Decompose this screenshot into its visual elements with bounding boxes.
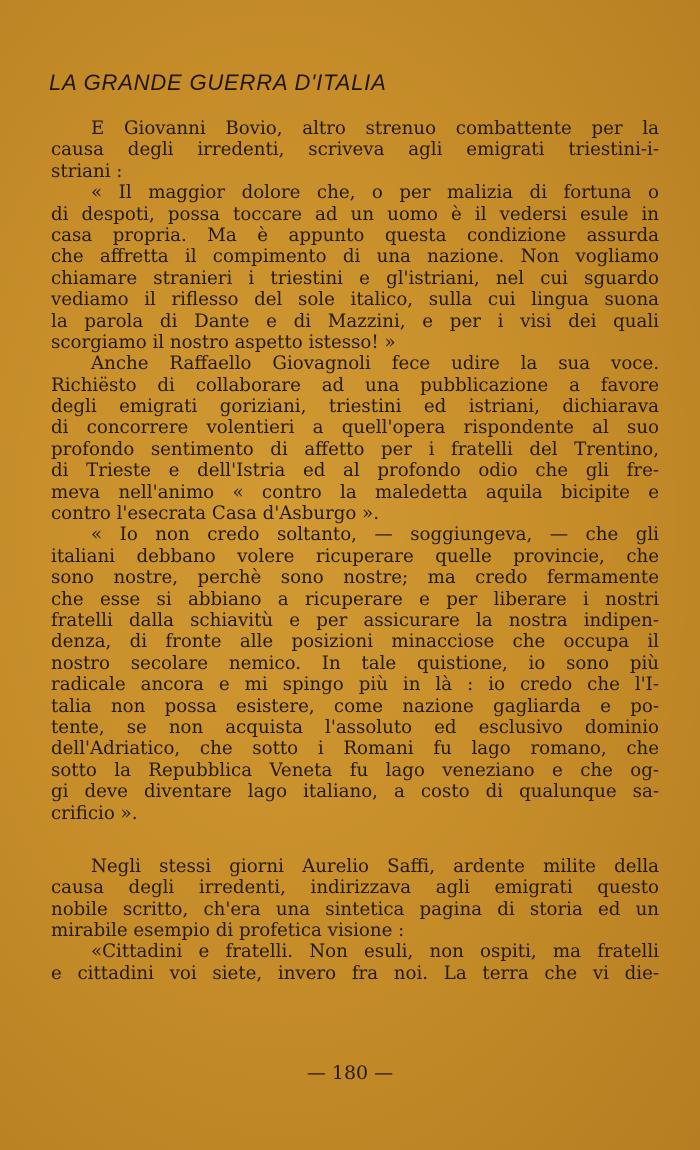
text-line: fratelli dalla schiavitù e per assicurare la nostra indipen-	[51, 609, 659, 631]
text-line: casa propria. Ma è appunto questa condizione assurda	[51, 224, 659, 246]
text-line: gi deve diventare lago italiano, a costo di qualunque sa-	[51, 781, 659, 803]
text-line: la parola di Dante e di Mazzini, e per i visi dei quali	[51, 310, 659, 332]
text-line: Richiësto di collaborare ad una pubblicazione a favore	[51, 374, 659, 396]
text-line: di Trieste e dell'Istria ed al profondo odio che gli fre-	[51, 460, 659, 482]
text-line: degli emigrati goriziani, triestini ed istriani, dichiarava	[51, 396, 659, 418]
text-line: nobile scritto, ch'era una sintetica pagina di storia ed un	[51, 898, 659, 920]
text-line: causa degli irredenti, scriveva agli emigrati triestini-i-	[51, 139, 659, 161]
text-line: italiani debbano volere ricuperare quelle provincie, che	[51, 545, 659, 567]
text-line: striani :	[51, 160, 123, 182]
text-line: crificio ».	[51, 802, 138, 824]
text-line: vediamo il riflesso del sole italico, sulla cui lingua suona	[51, 289, 659, 311]
text-line: Negli stessi giorni Aurelio Saffi, ardente milite della	[91, 855, 659, 877]
text-line: che affretta il compimento di una nazione. Non vogliamo	[51, 246, 659, 268]
text-line: di despoti, possa toccare ad un uomo è il vedersi esule in	[51, 203, 659, 225]
text-line: meva nell'animo « contro la maledetta aquila bicipite e	[51, 481, 659, 503]
text-line: « Io non credo soltanto, — soggiungeva, — che gli	[91, 524, 659, 546]
text-line: radicale ancora e mi spingo più in là : io credo che l'I-	[51, 674, 659, 696]
text-line: sono nostre, perchè sono nostre; ma credo fermamente	[51, 567, 659, 589]
text-line: sotto la Repubblica Veneta fu lago veneziano e che og-	[51, 759, 659, 781]
text-line: « Il maggior dolore che, o per malizia di fortuna o	[91, 182, 659, 204]
running-head: LA GRANDE GUERRA D'ITALIA	[49, 70, 387, 95]
text-line: dell'Adriatico, che sotto i Romani fu lago romano, che	[51, 738, 659, 760]
text-line: che esse si abbiano a ricuperare e per liberare i nostri	[51, 588, 659, 610]
text-line: contro l'esecrata Casa d'Asburgo ».	[51, 503, 380, 525]
text-line: Anche Raffaello Giovagnoli fece udire la sua voce.	[91, 353, 659, 375]
page-number: — 180 —	[306, 1062, 394, 1084]
text-line: nostro secolare nemico. In tale quistione, io sono più	[51, 652, 659, 674]
text-line: profondo sentimento di affetto per i fratelli del Trentino,	[51, 438, 659, 460]
text-line: «Cittadini e fratelli. Non esuli, non ospiti, ma fratelli	[91, 941, 659, 963]
text-line: talia non possa esistere, come nazione gagliarda e po-	[51, 695, 659, 717]
text-line: di concorrere volentieri a quell'opera rispondente al suo	[51, 417, 659, 439]
text-line: e cittadini voi siete, invero fra noi. La terra che vi die-	[51, 962, 659, 984]
text-line: chiamare stranieri i triestini e gl'istriani, nel cui sguardo	[51, 267, 659, 289]
text-line: mirabile esempio di profetica visione :	[51, 920, 405, 942]
paragraph-gap	[51, 824, 659, 856]
text-line: E Giovanni Bovio, altro strenuo combattente per la	[91, 118, 659, 139]
text-line: denza, di fronte alle posizioni minacciose che occupa il	[51, 631, 659, 653]
text-line: tente, se non acquista l'assoluto ed esclusivo dominio	[51, 716, 659, 738]
text-line: scorgiamo il nostro aspetto istesso! »	[51, 331, 396, 353]
body-text	[51, 118, 659, 984]
text-line: causa degli irredenti, indirizzava agli emigrati questo	[51, 877, 659, 899]
